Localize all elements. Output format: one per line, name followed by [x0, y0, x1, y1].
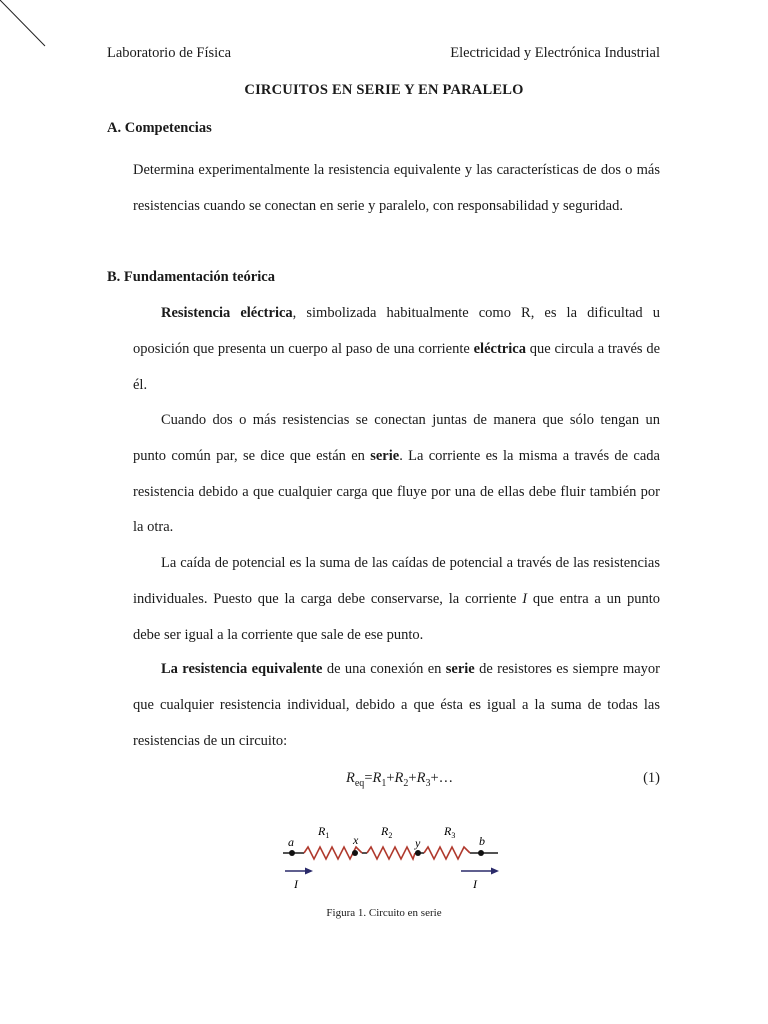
node-x-label: x [353, 833, 359, 847]
node-b-dot [478, 850, 484, 856]
current-label-right: I [473, 877, 477, 891]
figure-caption: Figura 1. Circuito en serie [326, 907, 442, 919]
resistor-r1-label: $R_1$ [318, 824, 330, 840]
current-label-left: I [294, 877, 298, 891]
formula-operator: + [386, 770, 395, 786]
page-corner-line [0, 0, 50, 50]
formula-operator: = [364, 770, 373, 786]
text-run: , simbolizada habitualmente como R, es la dificultad u oposición que presenta un cuerpo al paso de una corriente [133, 305, 660, 357]
text-run: . La corriente es la misma a través de cada resistencia debido a que cualquier carga que fluye por una de ellas debe fluir también por la otra. [133, 447, 660, 536]
formula-subscript: 1 [381, 777, 387, 789]
section-a-heading: A. Competencias [107, 120, 212, 136]
bold-term: serie [445, 661, 475, 677]
formula-subscript: 3 [425, 777, 431, 789]
resistencia-equivalente-paragraph [133, 652, 660, 759]
text-run: de una conexión en [322, 661, 446, 677]
header-subject: Electricidad y Electrónica Industrial [450, 45, 660, 61]
node-b-label: b [479, 834, 485, 848]
bold-term: La resistencia equivalente [161, 661, 323, 677]
formula-operator: + [408, 770, 417, 786]
text-run: que circula a través de él. [133, 340, 661, 393]
equivalent-resistance-formula [346, 770, 453, 789]
resistor-r2-label: $R_2$ [381, 824, 393, 840]
node-y-label: y [415, 836, 421, 850]
serie-paragraph [133, 403, 660, 546]
series-circuit-diagram [278, 818, 503, 898]
node-a-dot [289, 850, 295, 856]
italic-symbol: I [522, 590, 528, 607]
bold-term: Resistencia eléctrica [161, 305, 293, 321]
text-run: Cuando dos o más resistencias se conectan juntas de manera que sólo tengan un punto común par, se dice que están en [133, 412, 660, 464]
formula-symbol: R [372, 770, 382, 786]
node-a-label: a [288, 835, 294, 849]
formula-operator: +… [430, 770, 454, 786]
bold-term: serie [370, 447, 400, 464]
resistencia-paragraph [133, 296, 660, 403]
node-x-dot [352, 850, 358, 856]
formula-subscript: eq [354, 777, 365, 789]
current-arrowhead-right [491, 868, 499, 875]
resistor-r3-label: $R_3$ [444, 824, 456, 840]
node-y-dot [415, 850, 421, 856]
header-course: Laboratorio de Física [107, 45, 232, 61]
equation-number: (1) [643, 770, 660, 786]
formula-symbol: R [394, 770, 404, 786]
text-run: de resistores es siempre mayor que cualquier resistencia individual, debido a que ésta es igual a la suma de todas las resistencias de un circuito: [133, 661, 660, 749]
competencias-paragraph: Determina experimentalmente la resistencia equivalente y las características de dos o más resistencias cuando se conectan en serie y paralelo, con responsabilidad y seguridad. [133, 162, 660, 214]
bold-term: eléctrica [473, 340, 526, 357]
formula-subscript: 2 [403, 777, 409, 789]
current-arrowhead-left [305, 868, 313, 875]
page-title: CIRCUITOS EN SERIE Y EN PARALELO [244, 82, 524, 98]
caida-potencial-paragraph [133, 546, 660, 653]
formula-symbol: R [346, 770, 355, 786]
text-run: que entra a un punto debe ser igual a la corriente que sale de ese punto. [133, 590, 660, 643]
formula-symbol: R [416, 770, 426, 786]
section-b-heading: B. Fundamentación teórica [107, 269, 275, 285]
text-run: La caída de potencial es la suma de las caídas de potencial a través de las resistencias individuales. Puesto que la carga debe conservarse, la corriente [133, 555, 660, 607]
